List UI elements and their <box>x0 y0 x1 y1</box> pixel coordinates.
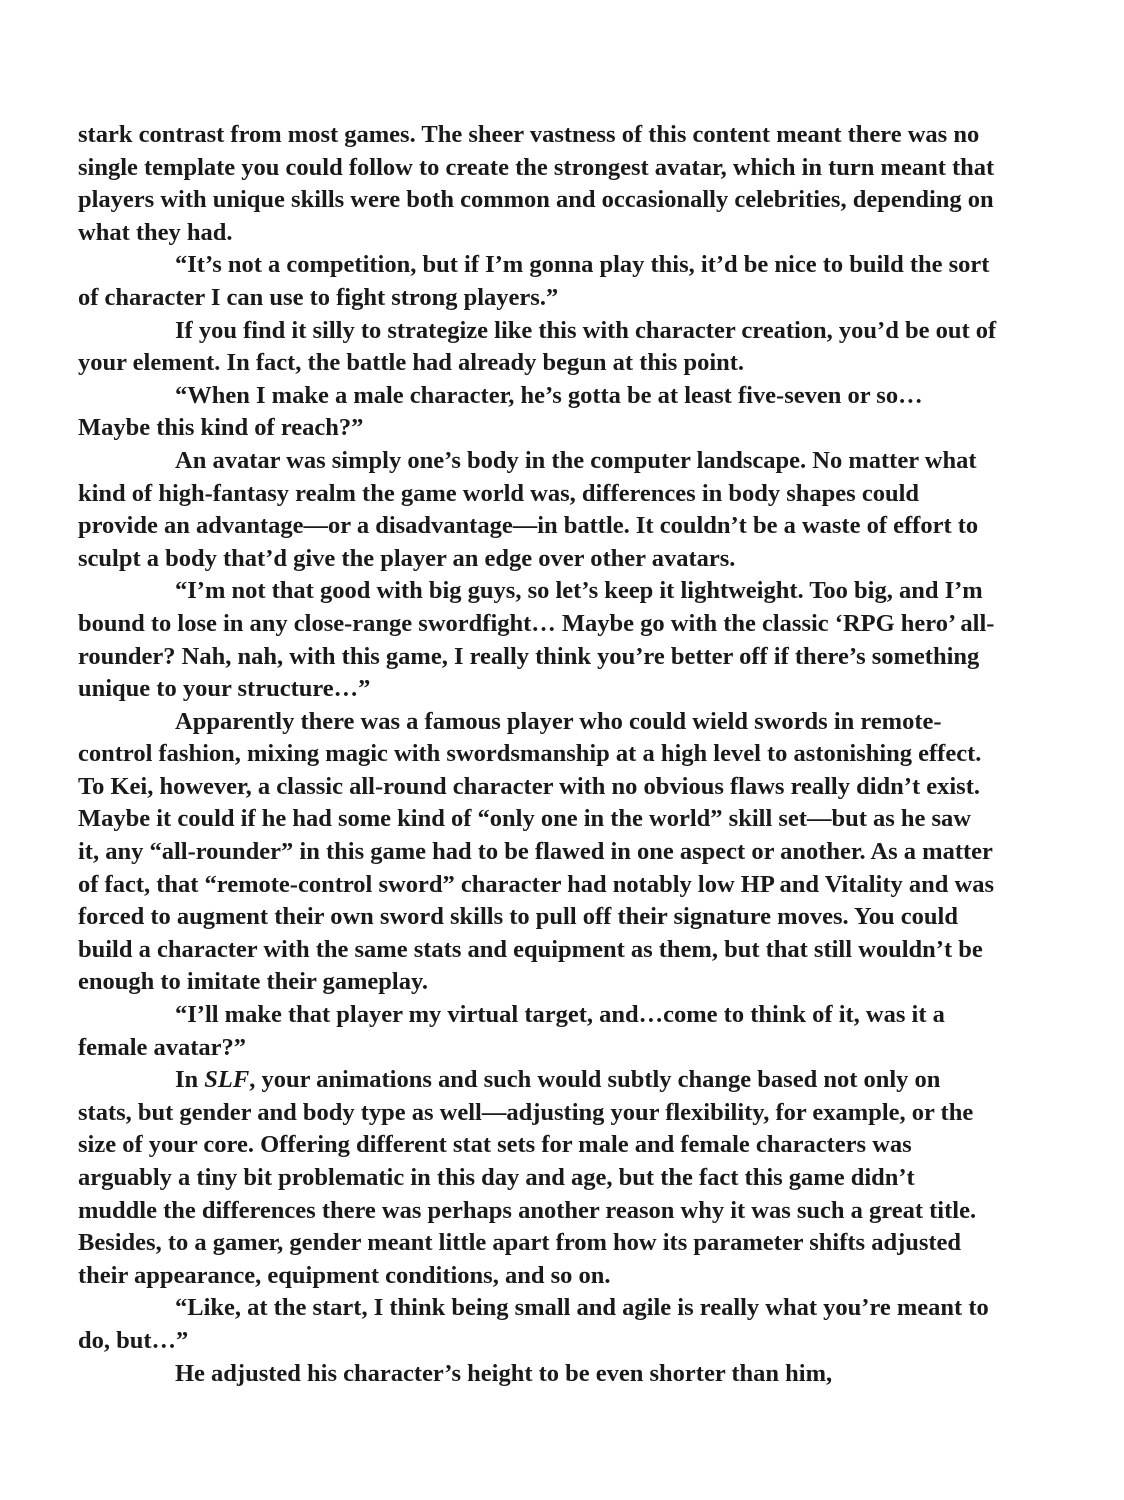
paragraph-5: An avatar was simply one’s body in the computer landscape. No matter what kind of high-fantasy realm the game world was, differences in body shapes could provide an advantage—or a disadvantage—in battle. It couldn’t be a waste of effort to sculpt a body that’d give the player an edge over other avatars. <box>78 446 979 572</box>
page-text-body <box>78 119 998 1390</box>
paragraph-8: “I’ll make that player my virtual target, and…come to think of it, was it a female avatar?” <box>78 1001 945 1061</box>
paragraph-2: “It’s not a competition, but if I’m gonna play this, it’d be nice to build the sort of character I can use to fight strong players.” <box>78 251 990 311</box>
paragraph-4: “When I make a male character, he’s gotta be at least five-seven or so… Maybe this kind of reach?” <box>78 381 923 442</box>
paragraph-11: He adjusted his character’s height to be even shorter than him, <box>175 1359 833 1387</box>
paragraph-6: “I’m not that good with big guys, so let’s keep it lightweight. Too big, and I’m bound to lose in any close-range swordfight… Maybe go with the classic ‘RPG hero’ all-rounder? Nah, nah, with this game, I really think you’re better off if there’s something unique to your structure…” <box>78 577 995 703</box>
paragraph-9 <box>78 1064 998 1292</box>
paragraph-9-rest: , your animations and such would subtly change based not only on stats, but gender and body type as well—adjusting your flexibility, for example, or the size of your core. Offering different stat sets for male and female characters was arguably a tiny bit problematic in this day and age, but the fact this game didn’t muddle the differences there was perhaps another reason why it was such a great title. Besides, to a gamer, gender meant little apart from how its parameter shifts adjusted their appearance, equipment conditions, and so on. <box>78 1066 977 1289</box>
game-title-italic: SLF <box>204 1066 250 1094</box>
paragraph-9-lead: In <box>175 1066 205 1094</box>
paragraph-3: If you find it silly to strategize like this with character creation, you’d be out of your element. In fact, the battle had already begun at this point. <box>78 316 997 377</box>
paragraph-7: Apparently there was a famous player who could wield swords in remote-control fashion, mixing magic with swordsmanship at a high level to astonishing effect. To Kei, however, a classic all-round character with no obvious flaws really didn’t exist. Maybe it could if he had some kind of “only one in the world” skill set—but as he saw it, any “all-rounder” in this game had to be flawed in one aspect or another. As a matter of fact, that “remote-control sword” character had notably low HP and Vitality and was forced to augment their own sword skills to pull off their signature moves. You could build a character with the same stats and equipment as them, but that still wouldn’t be enough to imitate their gameplay. <box>78 707 994 996</box>
paragraph-1: stark contrast from most games. The sheer vastness of this content meant there was no single template you could follow to create the strongest avatar, which in turn meant that players with unique skills were both common and occasionally celebrities, depending on what they had. <box>78 121 995 246</box>
paragraph-10: “Like, at the start, I think being small and agile is really what you’re meant to do, but…” <box>78 1294 989 1354</box>
